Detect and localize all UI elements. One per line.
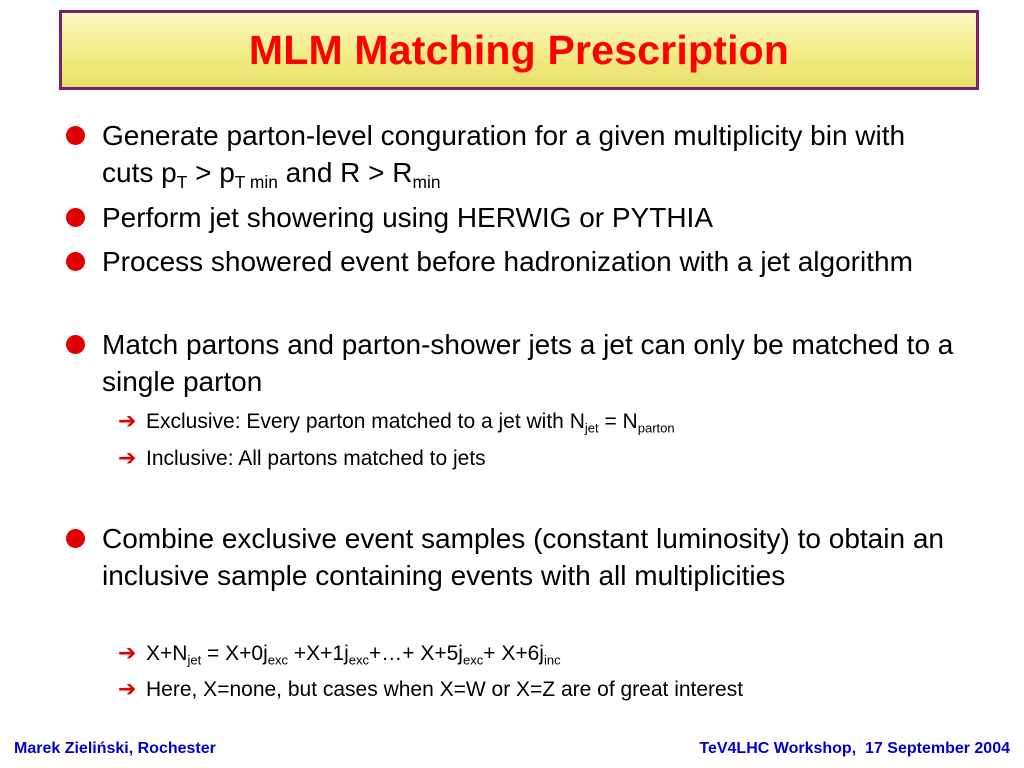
sub-bullet-text: $X+N_{jet} = X+0j_{exc}$ $+X+1j_{exc}+\dots+ X+5j_{exc}+ X+6j_{inc}$ <box>146 642 561 668</box>
red-arrow-icon: ➔ <box>118 677 137 702</box>
sub-bullet-item <box>118 445 978 473</box>
sub-bullet-text: Inclusive: All partons matched to jets <box>146 447 486 470</box>
red-arrow-icon: ➔ <box>118 446 137 471</box>
red-circle-bullet-icon <box>66 126 85 145</box>
red-circle-bullet-icon <box>66 529 85 548</box>
sub-bullet-item <box>118 676 978 704</box>
bullet-item <box>66 326 956 400</box>
red-circle-bullet-icon <box>66 335 85 354</box>
sub-bullet-text: Here, X=none, but cases when X=W or X=Z are of great interest <box>146 678 744 701</box>
bullet-item <box>66 199 956 236</box>
bullet-item <box>66 117 956 191</box>
footer-event: TeV4LHC Workshop, 17 September 2004 <box>699 740 1010 757</box>
title-box <box>59 10 979 90</box>
bullet-text: Combine exclusive event samples (constant luminosity) to obtain an inclusive sample containing events with all multiplicities <box>102 523 944 591</box>
slide-title: MLM Matching Prescription <box>248 26 790 73</box>
red-circle-bullet-icon <box>66 252 85 271</box>
bullet-text: Process showered event before hadronization with a jet algorithm <box>102 246 913 277</box>
bullet-text: Perform jet showering using HERWIG or PYTHIA <box>102 202 714 233</box>
sub-bullet-item <box>118 640 978 668</box>
red-arrow-icon: ➔ <box>118 409 137 434</box>
footer-author: Marek Zieliński, Rochester <box>14 740 216 757</box>
red-circle-bullet-icon <box>66 208 85 227</box>
red-arrow-icon: ➔ <box>118 641 137 666</box>
bullet-item <box>66 520 956 594</box>
sub-bullet-text: Exclusive: Every parton matched to a jet with $N_{jet} = N_{parton}$ <box>146 410 675 436</box>
bullet-item <box>66 243 956 280</box>
bullet-text: Match partons and parton-shower jets a jet can only be matched to a single parton <box>102 329 954 397</box>
sub-bullet-item <box>118 408 978 436</box>
bullet-text: Generate parton-level conguration for a given multiplicity bin with cuts $p_T > p_{T min}$ and $R > R_{min}$ <box>102 120 906 193</box>
